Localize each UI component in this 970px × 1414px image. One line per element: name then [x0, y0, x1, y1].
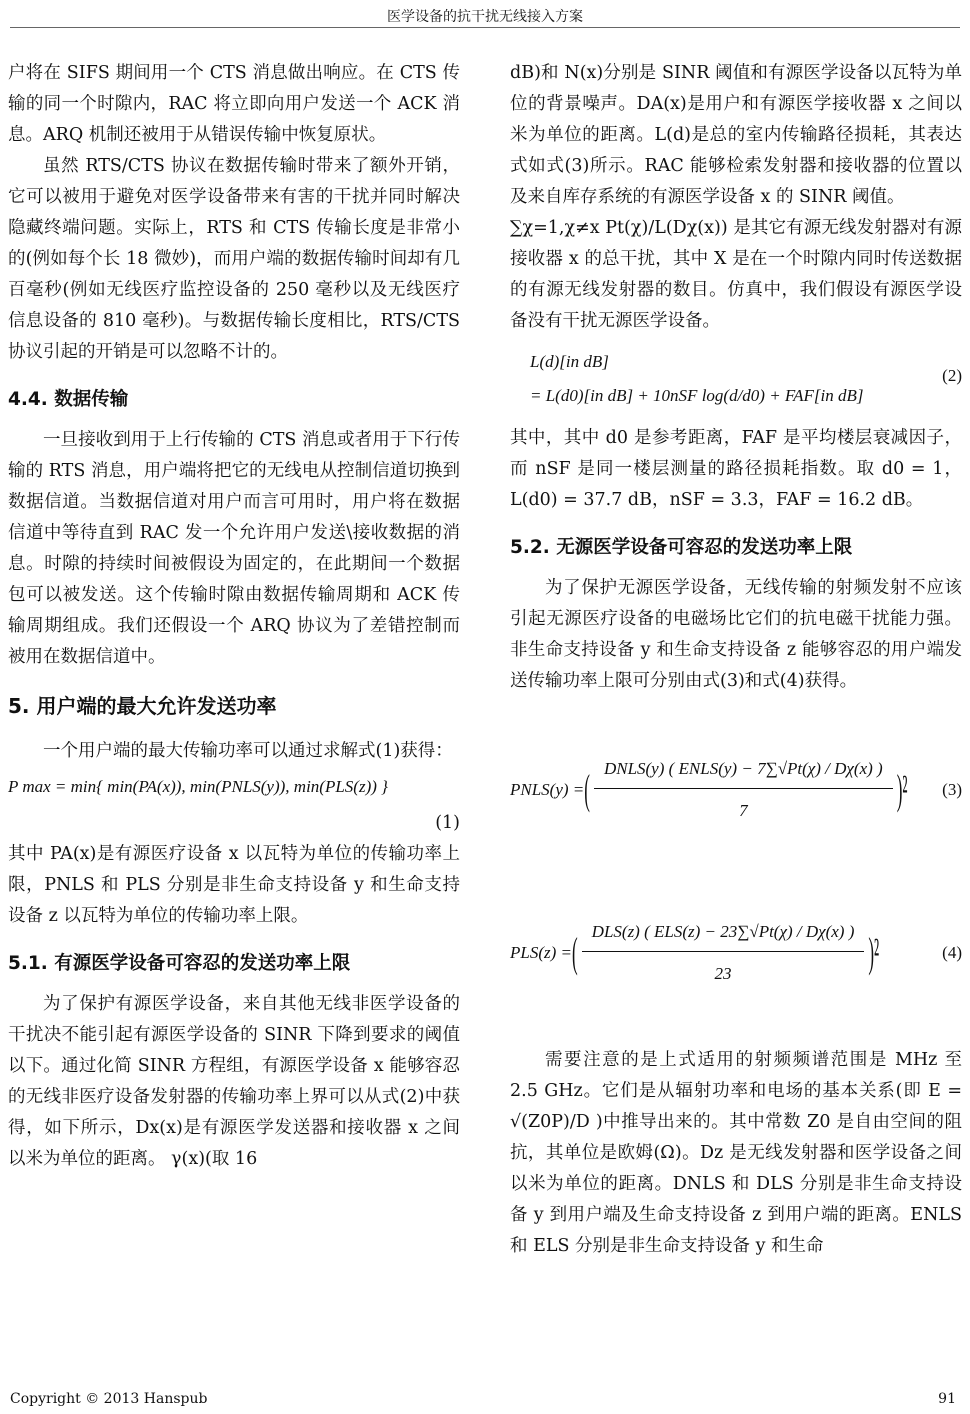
page-number: 91 [938, 1391, 956, 1407]
sqrt-bracket-icon: )² [896, 765, 908, 813]
equation-3-denominator: 7 [739, 800, 748, 820]
sqrt-bracket-icon: )² [868, 928, 880, 976]
equation-4-numerator: DLS(z) ( ELS(z) − 23∑√Pt(χ) / Dχ(x) ) [582, 916, 865, 952]
equation-3 [510, 719, 962, 859]
equation-4-fraction [582, 916, 865, 989]
paragraph: 一个用户端的最大传输功率可以通过求解式(1)获得： [43, 741, 453, 761]
section-heading-5-2: 5.2. 无源医学设备可容忍的发送功率上限 [510, 537, 853, 558]
paragraph: 一旦接收到用于上行传输的 CTS 消息或者用于下行传输的 RTS 消息，用户端将把它的无线电从控制信道切换到数据信道。当数据信道对用户而言可用时，用户将在数据信道中等待直到 RAC 发一个允许用户发送\接收数据的消息。时隙的持续时间被假设为固定的，在此期间一个数据包可以被发送。这个传输时隙由数据传输周期和 ACK 传输周期组成。我们还假设一个 ARQ 协议为了差错控制而被用在数据信道中。 [8, 430, 460, 667]
right-column [510, 58, 962, 1262]
footer-copyright: Copyright © 2013 Hanspub [10, 1391, 208, 1407]
equation-number: (4) [942, 942, 962, 962]
equation-4-lhs: PLS(z) = [510, 942, 572, 962]
header-rule [10, 27, 960, 28]
left-column [8, 58, 460, 1175]
equation-3-lhs: PNLS(y) = [510, 779, 585, 799]
section-heading-5-1: 5.1. 有源医学设备可容忍的发送功率上限 [8, 953, 351, 974]
equation-3-fraction [594, 753, 893, 826]
equation-number: (1) [435, 813, 460, 833]
paragraph: 需要注意的是上式适用的射频频谱范围是 MHz 至 2.5 GHz。它们是从辐射功率和电场的基本关系(即 E = √(Z0P)/D )中推导出来的。其中常数 Z0 是自由空间的阻抗，其单位是欧姆(Ω)。Dz 是无线发射器和医学设备之间以米为单位的距离。DNLS 和 DLS 分别是非生命支持设备 y 到用户端及生命支持设备 z 到用户端的距离。ENLS 和 ELS 分别是非生命支持设备 y 和生命 [510, 1050, 962, 1256]
equation-3-numerator: DNLS(y) ( ENLS(y) − 7∑√Pt(χ) / Dχ(x) ) [594, 753, 893, 789]
equation-4-denominator: 23 [714, 963, 732, 983]
equation-2-line-2: = L(d0)[in dB] + 10nSF log(d/d0) + FAF[in dB] [530, 386, 864, 405]
equation-2 [530, 345, 962, 413]
equation-number: (2) [942, 366, 962, 385]
sqrt-bracket-icon: ( [572, 928, 578, 976]
paragraph: 为了保护无源医学设备，无线传输的射频发射不应该引起无源医疗设备的电磁场比它们的抗电磁干扰能力强。非生命支持设备 y 和生命支持设备 z 能够容忍的用户端发送传输功率上限可分别由式(3)和式(4)获得。 [510, 578, 962, 691]
sqrt-bracket-icon: ( [584, 765, 590, 813]
equation-1 [8, 771, 460, 802]
paragraph: dB)和 N(x)分别是 SINR 阈值和有源医学设备以瓦特为单位的背景噪声。DA(x)是用户和有源医学接收器 x 之间以米为单位的距离。L(d)是总的室内传输路径损耗，其表达式如式(3)所示。RAC 能够检索发射器和接收器的位置以及来自库存系统的有源医学设备 x 的 SINR 阈值。 [510, 63, 962, 207]
paragraph: 为了保护有源医学设备，来自其他无线非医学设备的干扰决不能引起有源医学设备的 SINR 下降到要求的阈值以下。通过化简 SINR 方程组，有源医学设备 x 能够容忍的无线非医疗设备发射器的传输功率上界可以从式(2)中获得，如下所示，Dx(x)是有源医学发送器和接收器 x 之间以米为单位的距离。 γ(x)(取 16 [8, 994, 460, 1169]
paragraph: 户将在 SIFS 期间用一个 CTS 消息做出响应。在 CTS 传输的同一个时隙内，RAC 将立即向用户发送一个 ACK 消息。ARQ 机制还被用于从错误传输中恢复原状。 [8, 63, 460, 145]
paragraph: 其中，其中 d0 是参考距离，FAF 是平均楼层衰减因子，而 nSF 是同一楼层测量的路径损耗指数。取 d0 = 1，L(d0) = 37.7 dB，nSF = 3.3，FAF = 16.2 dB。 [510, 428, 962, 510]
section-heading-5: 5. 用户端的最大允许发送功率 [8, 694, 277, 718]
paragraph: 虽然 RTS/CTS 协议在数据传输时带来了额外开销，它可以被用于避免对医学设备带来有害的干扰并同时解决隐藏终端问题。实际上，RTS 和 CTS 传输长度是非常小的(例如每个长 18 微妙)，而用户端的数据传输时间却有几百毫秒(例如无线医疗监控设备的 250 毫秒以及无线医疗信息设备的 810 毫秒)。与数据传输长度相比，RTS/CTS 协议引起的开销是可以忽略不计的。 [8, 156, 460, 362]
section-heading-4-4: 4.4. 数据传输 [8, 389, 129, 410]
equation-1-body: P max = min{ min(PA(x)), min(PNLS(y)), min(PLS(z)) } [8, 777, 388, 796]
paragraph: ∑χ=1,χ≠x Pt(χ)/L(Dχ(x)) 是其它有源无线发射器对有源接收器 x 的总干扰，其中 X 是在一个时隙内同时传送数据的有源无线发射器的数目。仿真中，我们假设有源医学设备没有干扰无源医学设备。 [510, 218, 962, 331]
equation-2-line-1: L(d)[in dB] [530, 352, 609, 371]
running-header: 医学设备的抗干扰无线接入方案 [387, 9, 583, 25]
equation-number: (3) [942, 779, 962, 799]
equation-4 [510, 877, 962, 1027]
paragraph: 其中 PA(x)是有源医疗设备 x 以瓦特为单位的传输功率上限，PNLS 和 PLS 分别是非生命支持设备 y 和生命支持设备 z 以瓦特为单位的传输功率上限。 [8, 844, 460, 926]
